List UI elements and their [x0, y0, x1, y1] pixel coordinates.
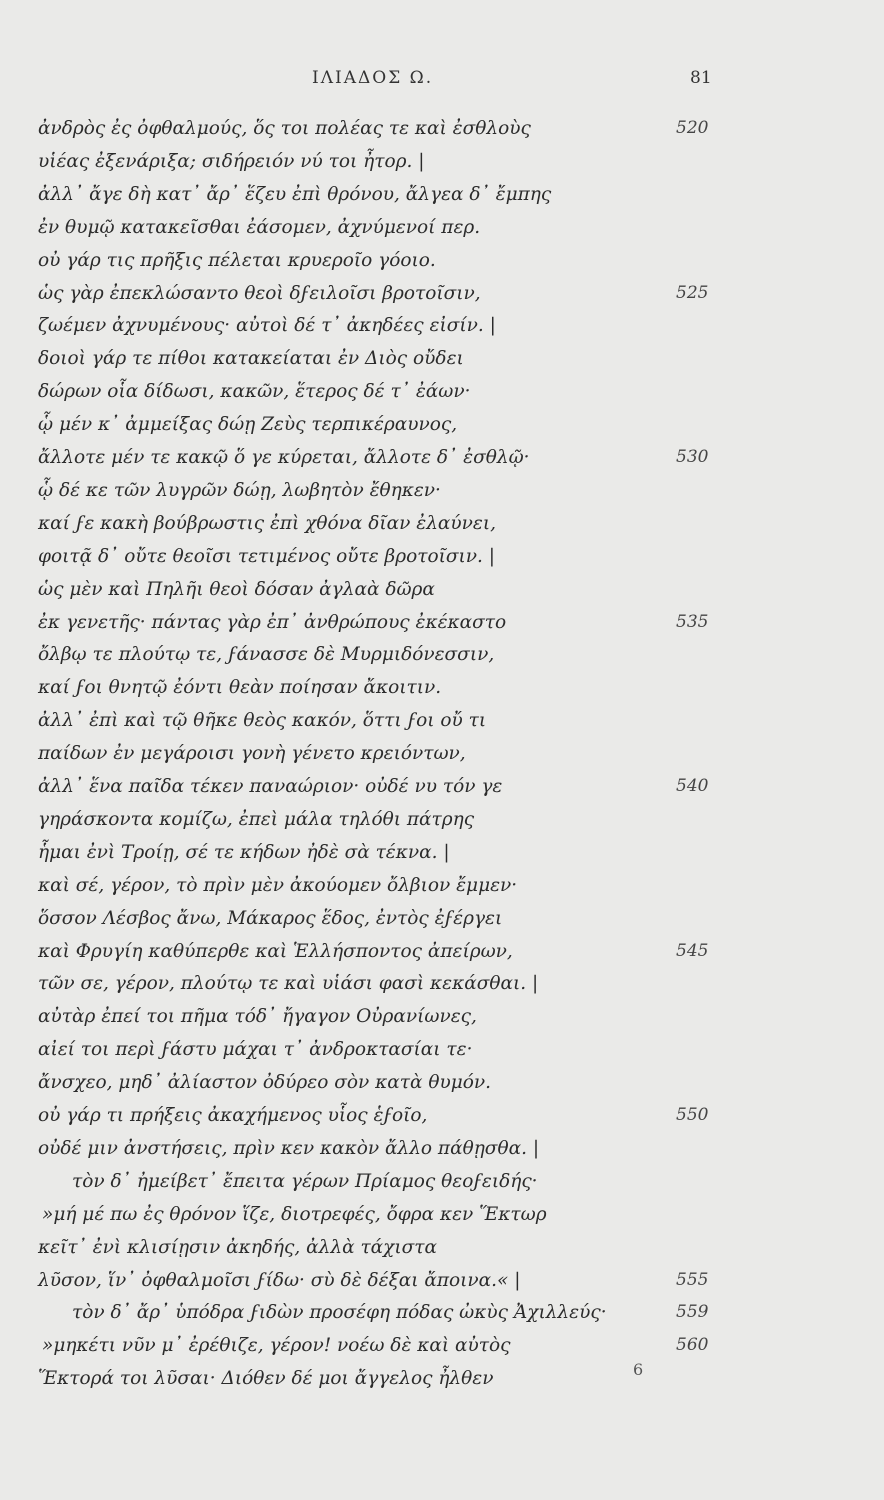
verse-number: 550 [676, 1105, 709, 1125]
verse-text: υἱέας ἐξενάριξα; σιδήρειόν νύ τοι ἦτορ. | [38, 150, 425, 172]
verse-text: ἧμαι ἐνὶ Τροίῃ, σέ τε κήδων ἠδὲ σὰ τέκνα. | [38, 841, 450, 863]
verse-line [0, 513, 884, 543]
verse-number: 540 [676, 776, 709, 796]
verse-text: ἀλλ᾽ ἕνα παῖδα τέκεν παναώριον· οὐδέ νυ τόν γε [38, 776, 503, 797]
verse-text: ἀνδρὸς ἐς ὀφθαλμούς, ὅς τοι πολέας τε καὶ ἐσθλοὺς [38, 118, 531, 139]
verse-text: ᾧ δέ κε τῶν λυγρῶν δώῃ, λωβητὸν ἔθηκεν· [38, 479, 441, 501]
verse-number: 555 [676, 1269, 709, 1290]
verse-text: Ἕκτορά τοι λῦσαι· Διόθεν δέ μοι ἄγγελος ἦλθεν [38, 1368, 494, 1390]
verse-text: φοιτᾷ δ᾽ οὔτε θεοῖσι τετιμένος οὔτε βροτοῖσιν. | [38, 545, 495, 567]
verse-text: καί ϝε κακὴ βούβρωστις ἐπὶ χθόνα δῖαν ἐλαύνει, [38, 512, 496, 534]
verse-line [0, 1368, 884, 1398]
verse-text: καί ϝοι θνητῷ ἐόντι θεὰν ποίησαν ἄκοιτιν. [38, 677, 442, 699]
verse-number: 530 [676, 447, 709, 467]
verse-line [0, 118, 884, 148]
verse-line [0, 941, 884, 971]
verse-text: οὐ γάρ τις πρῆξις πέλεται κρυεροῖο γόοιο. [38, 249, 436, 271]
verse-line [0, 1270, 884, 1300]
verse-text: λῦσον, ἵν᾽ ὀφθαλμοῖσι ϝίδω· σὺ δὲ δέξαι ἄποινα.« | [38, 1269, 521, 1291]
verse-text: »μηκέτι νῦν μ᾽ ἐρέθιζε, γέρον! νοέω δὲ καὶ αὐτὸς [42, 1335, 511, 1357]
verse-line [0, 1171, 884, 1201]
verse-text: αἰεί τοι περὶ ϝάστυ μάχαι τ᾽ ἀνδροκτασίαι τε· [38, 1039, 473, 1061]
verse-text: ἀλλ᾽ ἄγε δὴ κατ᾽ ἄρ᾽ ἕζευ ἐπὶ θρόνου, ἄλγεα δ᾽ ἔμπης [38, 183, 552, 205]
verse-line [0, 447, 884, 477]
verse-text: παίδων ἐν μεγάροισι γονὴ γένετο κρειόντων, [38, 743, 466, 765]
verse-text: ἄνσχεο, μηδ᾽ ἀλίαστον ὀδύρεο σὸν κατὰ θυμόν. [38, 1072, 492, 1094]
running-head [0, 68, 884, 92]
verse-line [0, 644, 884, 674]
verse-line [0, 217, 884, 247]
verse-line [0, 677, 884, 707]
verse-line [0, 283, 884, 313]
verse-line [0, 414, 884, 444]
verse-line [0, 348, 884, 378]
verse-line [0, 1138, 884, 1168]
verse-text: καὶ σέ, γέρον, τὸ πρὶν μὲν ἀκούομεν ὄλβιον ἔμμεν· [38, 874, 518, 896]
verse-line [0, 1072, 884, 1102]
verse-text: κεῖτ᾽ ἐνὶ κλισίῃσιν ἀκηδής, ἀλλὰ τάχιστα [38, 1236, 437, 1258]
verse-line [0, 1302, 884, 1332]
verse-line [0, 1204, 884, 1234]
verse-line [0, 875, 884, 905]
verse-line [0, 546, 884, 576]
verse-text: ὅσσον Λέσβος ἄνω, Μάκαρος ἕδος, ἐντὸς ἐϝέργει [38, 907, 503, 929]
verse-line [0, 480, 884, 510]
verse-text: δοιοὶ γάρ τε πίθοι κατακείαται ἐν Διὸς οὔδει [38, 348, 464, 370]
verse-text: γηράσκοντα κομίζω, ἐπεὶ μάλα τηλόθι πάτρης [38, 808, 475, 830]
verse-line [0, 612, 884, 642]
verse-line [0, 579, 884, 609]
verse-text: ἀλλ᾽ ἐπὶ καὶ τῷ θῆκε θεὸς κακόν, ὅττι ϝοι οὔ τι [38, 710, 487, 732]
running-head-title: ΙΛΙΑΔΟΣ Ω. [312, 68, 434, 88]
verse-number: 535 [676, 611, 709, 632]
verse-text: ἄλλοτε μέν τε κακῷ ὅ γε κύρεται, ἄλλοτε δ᾽ ἐσθλῷ· [38, 447, 530, 468]
verse-line [0, 1237, 884, 1267]
verse-text: τὸν δ᾽ ἠμείβετ᾽ ἔπειτα γέρων Πρίαμος θεοϝειδής· [72, 1170, 538, 1192]
verse-text: καὶ Φρυγίη καθύπερθε καὶ Ἑλλήσποντος ἀπείρων, [38, 940, 513, 962]
verse-text: ὡς μὲν καὶ Πηλῆι θεοὶ δόσαν ἀγλαὰ δῶρα [38, 578, 435, 600]
verse-text: δώρων οἷα δίδωσι, κακῶν, ἕτερος δέ τ᾽ ἐάων· [38, 381, 471, 403]
verse-text: ὡς γὰρ ἐπεκλώσαντο θεοὶ δϝειλοῖσι βροτοῖσιν, [38, 282, 481, 304]
verse-text: τῶν σε, γέρον, πλούτῳ τε καὶ υἱάσι φασὶ κεκάσθαι. | [38, 973, 539, 995]
verse-line [0, 184, 884, 214]
verse-text: οὐ γάρ τι πρήξεις ἀκαχήμενος υἷος ἑϝοῖο, [38, 1105, 428, 1126]
verse-line [0, 1039, 884, 1069]
verse-text: ἐκ γενετῆς· πάντας γὰρ ἐπ᾽ ἀνθρώπους ἐκέκαστο [38, 611, 507, 633]
verse-text: ζωέμεν ἀχνυμένους· αὐτοὶ δέ τ᾽ ἀκηδέες εἰσίν. | [38, 315, 496, 337]
verse-number: 559 [676, 1302, 709, 1323]
verse-line [0, 381, 884, 411]
verse-line [0, 250, 884, 280]
verse-text: ᾧ μέν κ᾽ ἀμμείξας δώῃ Ζεὺς τερπικέραυνος, [38, 414, 458, 436]
verse-number: 525 [676, 282, 709, 303]
verse-text: »μή μέ πω ἐς θρόνον ἵζε, διοτρεφές, ὄφρα κεν Ἕκτωρ [42, 1203, 547, 1225]
verse-line [0, 151, 884, 181]
verse-line [0, 776, 884, 806]
verse-text: ἐν θυμῷ κατακεῖσθαι ἐάσομεν, ἀχνύμενοί περ. [38, 216, 481, 238]
verse-line [0, 710, 884, 740]
verse-number: 560 [676, 1335, 709, 1356]
verse-line [0, 743, 884, 773]
page-number: 81 [690, 68, 712, 88]
signature-mark: 6 [633, 1360, 644, 1379]
verse-line [0, 842, 884, 872]
verse-text: οὐδέ μιν ἀνστήσεις, πρὶν κεν κακὸν ἄλλο πάθῃσθα. | [38, 1137, 540, 1159]
verse-text: αὐτὰρ ἐπεί τοι πῆμα τόδ᾽ ἤγαγον Οὐρανίωνες, [38, 1006, 477, 1028]
verse-line [0, 1006, 884, 1036]
verse-text: ὄλβῳ τε πλούτῳ τε, ϝάνασσε δὲ Μυρμιδόνεσσιν, [38, 644, 495, 666]
verse-line [0, 809, 884, 839]
verse-line [0, 315, 884, 345]
verse-line [0, 1105, 884, 1135]
verse-line [0, 973, 884, 1003]
verse-line [0, 908, 884, 938]
verse-line [0, 1335, 884, 1365]
verse-number: 520 [676, 118, 709, 138]
verse-text: τὸν δ᾽ ἄρ᾽ ὑπόδρα ϝιδὼν προσέφη πόδας ὠκὺς Ἀχιλλεύς· [72, 1302, 607, 1324]
verse-number: 545 [676, 940, 709, 961]
